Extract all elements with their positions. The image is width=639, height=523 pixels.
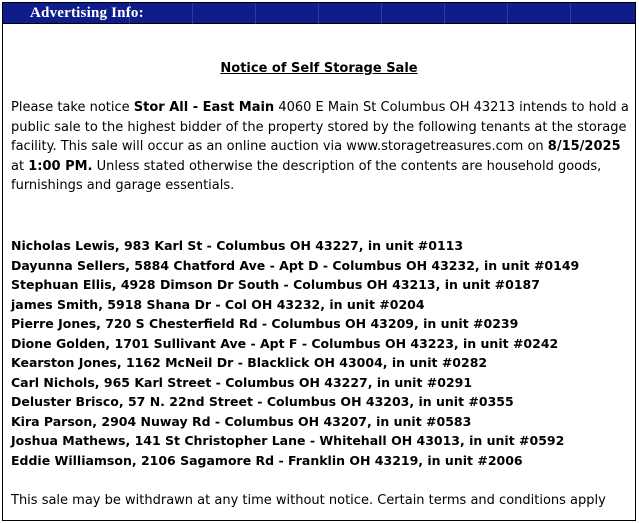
intro-text-2: 4060 E Main St Columbus OH 43213 intends to hold a public sale to the highest bidder of the property stored by the following tenants at the storage facility. This sale will occur as an online auction via www.storagetreasures.com on <box>11 100 629 154</box>
intro-text-1: Please take notice <box>11 100 134 115</box>
tenant-item: Kira Parson, 2904 Nuway Rd - Columbus OH 43207, in unit #0583 <box>11 413 472 429</box>
tenant-item: Kearston Jones, 1162 McNeil Dr - Blacklick OH 43004, in unit #0282 <box>11 355 488 370</box>
tenant-item: Nicholas Lewis, 983 Karl St - Columbus OH 43227, in unit #0113 <box>11 238 464 253</box>
notice-intro <box>11 98 635 196</box>
tenant-item: Joshua Mathews, 141 St Christopher Lane - Whitehall OH 43013, in unit #0592 <box>11 433 565 448</box>
advertising-panel <box>2 2 636 521</box>
tenant-item: Eddie Williamson, 2106 Sagamore Rd - Franklin OH 43219, in unit #2006 <box>11 452 523 468</box>
header-bar <box>3 3 635 24</box>
notice-title: Notice of Self Storage Sale <box>220 61 418 76</box>
tenant-list <box>11 236 635 470</box>
tenant-item: Dione Golden, 1701 Sullivant Ave - Apt F - Columbus OH 43223, in unit #0242 <box>11 335 559 351</box>
tenant-item: Pierre Jones, 720 S Chesterfield Rd - Columbus OH 43209, in unit #0239 <box>11 316 519 331</box>
footer-note: This sale may be withdrawn at any time without notice. Certain terms and conditions apply <box>11 493 606 508</box>
tenant-item: Carl Nichols, 965 Karl Street - Columbus OH 43227, in unit #0291 <box>11 374 473 390</box>
sale-date: 8/15/2025 <box>547 139 621 154</box>
intro-text-3: at <box>11 158 29 174</box>
intro-text-4: Unless stated otherwise the description of the contents are household goods, furnishings and garage essentials. <box>11 158 602 193</box>
tenant-item: james Smith, 5918 Shana Dr - Col OH 43232, in unit #0204 <box>11 296 425 312</box>
sale-time: 1:00 PM. <box>28 158 93 174</box>
tenant-item: Deluster Brisco, 57 N. 22nd Street - Columbus OH 43203, in unit #0355 <box>11 394 514 409</box>
facility-name: Stor All - East Main <box>133 100 275 115</box>
tenant-item: Dayunna Sellers, 5884 Chatford Ave - Apt D - Columbus OH 43232, in unit #0149 <box>11 257 580 273</box>
header-title: Advertising Info: <box>30 5 144 21</box>
tenant-item: Stephuan Ellis, 4928 Dimson Dr South - Columbus OH 43213, in unit #0187 <box>11 277 540 292</box>
